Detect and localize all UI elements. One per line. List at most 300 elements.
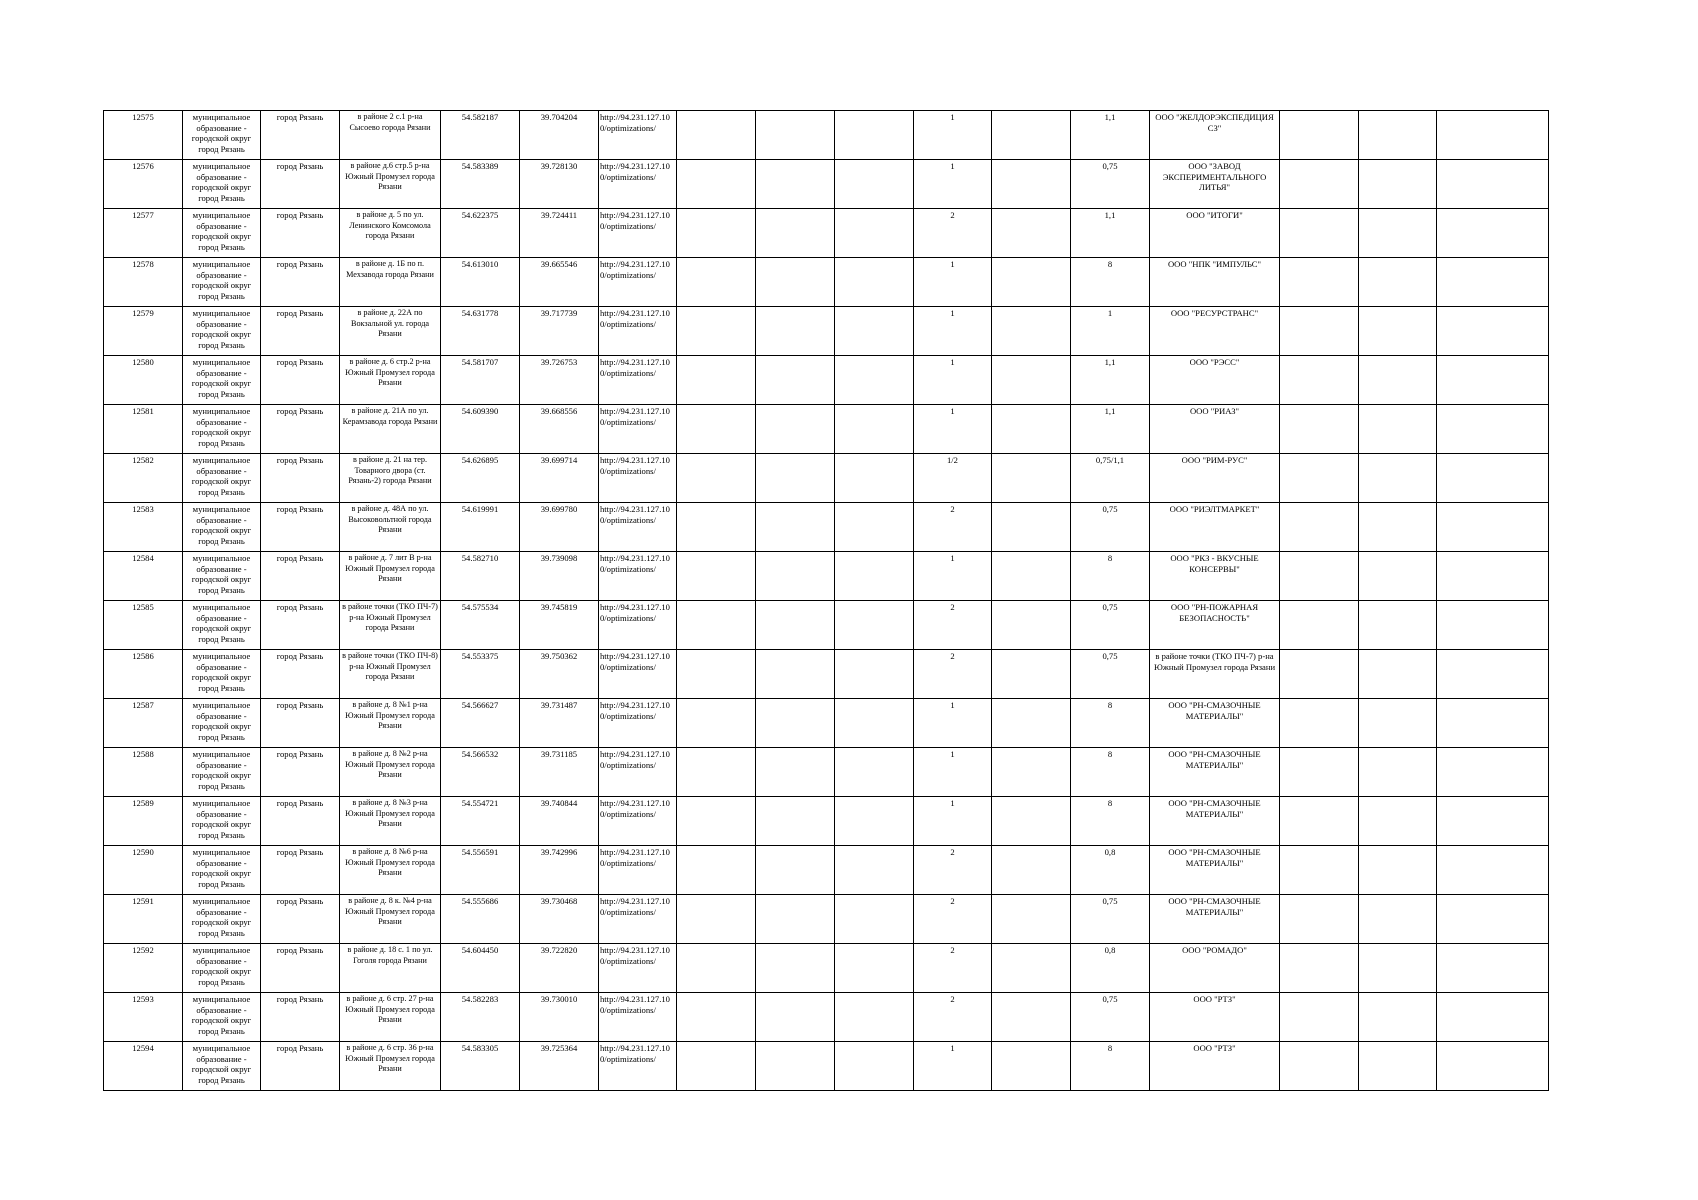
cell-city: город Рязань: [261, 356, 340, 405]
table-row: [104, 356, 1549, 405]
cell-empty: [1280, 993, 1359, 1042]
cell-container-count: 1: [914, 356, 992, 405]
cell-organization: в районе точки (ТКО ПЧ-7) р-на Южный Промузел города Рязани: [1150, 650, 1280, 699]
cell-empty: [835, 111, 914, 160]
cell-empty: [1280, 454, 1359, 503]
cell-empty: [835, 748, 914, 797]
table-row: [104, 307, 1549, 356]
cell-empty: [677, 944, 756, 993]
table-row: [104, 748, 1549, 797]
cell-empty: [992, 846, 1071, 895]
cell-id: 12594: [104, 1042, 183, 1091]
table-row: [104, 160, 1549, 209]
cell-empty: [756, 307, 835, 356]
cell-address: в районе д. 8 к. №4 р-на Южный Промузел города Рязани: [340, 895, 441, 944]
cell-empty: [992, 258, 1071, 307]
cell-municipality: муниципальное образование - городской округ город Рязань: [183, 160, 261, 209]
table-row: [104, 1042, 1549, 1091]
cell-address: в районе д. 21А по ул. Керамзавода города Рязани: [340, 405, 441, 454]
cell-city: город Рязань: [261, 699, 340, 748]
cell-latitude: 54.555686: [441, 895, 520, 944]
cell-empty: [1359, 846, 1437, 895]
cell-empty: [1437, 454, 1549, 503]
cell-empty: [677, 503, 756, 552]
cell-empty: [756, 944, 835, 993]
cell-id: 12582: [104, 454, 183, 503]
cell-empty: [1280, 307, 1359, 356]
cell-longitude: 39.742996: [520, 846, 599, 895]
cell-empty: [1280, 209, 1359, 258]
cell-city: город Рязань: [261, 650, 340, 699]
cell-empty: [756, 356, 835, 405]
cell-city: город Рязань: [261, 160, 340, 209]
cell-empty: [1437, 503, 1549, 552]
cell-empty: [677, 601, 756, 650]
table-row: [104, 258, 1549, 307]
cell-empty: [756, 993, 835, 1042]
cell-empty: [1359, 993, 1437, 1042]
cell-city: город Рязань: [261, 111, 340, 160]
cell-latitude: 54.583389: [441, 160, 520, 209]
cell-empty: [1359, 160, 1437, 209]
cell-municipality: муниципальное образование - городской округ город Рязань: [183, 748, 261, 797]
cell-city: город Рязань: [261, 1042, 340, 1091]
cell-organization: ООО "РИЭЛТМАРКЕТ": [1150, 503, 1280, 552]
cell-longitude: 39.726753: [520, 356, 599, 405]
cell-empty: [1280, 1042, 1359, 1091]
cell-empty: [835, 993, 914, 1042]
cell-url: http://94.231.127.100/optimizations/: [599, 944, 677, 993]
cell-organization: ООО "РКЗ - ВКУСНЫЕ КОНСЕРВЫ": [1150, 552, 1280, 601]
cell-longitude: 39.730468: [520, 895, 599, 944]
cell-url: http://94.231.127.100/optimizations/: [599, 993, 677, 1042]
cell-empty: [992, 503, 1071, 552]
cell-url: http://94.231.127.100/optimizations/: [599, 650, 677, 699]
cell-container-count: 2: [914, 503, 992, 552]
table-row: [104, 895, 1549, 944]
cell-empty: [1359, 258, 1437, 307]
cell-city: город Рязань: [261, 895, 340, 944]
cell-organization: ООО "РЕСУРСТРАНС": [1150, 307, 1280, 356]
cell-empty: [992, 748, 1071, 797]
cell-organization: ООО "РН-СМАЗОЧНЫЕ МАТЕРИАЛЫ": [1150, 846, 1280, 895]
cell-empty: [835, 895, 914, 944]
cell-empty: [677, 895, 756, 944]
cell-longitude: 39.745819: [520, 601, 599, 650]
table-row: [104, 699, 1549, 748]
table-row: [104, 503, 1549, 552]
cell-container-count: 1: [914, 405, 992, 454]
cell-url: http://94.231.127.100/optimizations/: [599, 748, 677, 797]
cell-id: 12586: [104, 650, 183, 699]
cell-empty: [992, 1042, 1071, 1091]
cell-empty: [1437, 1042, 1549, 1091]
cell-municipality: муниципальное образование - городской округ город Рязань: [183, 650, 261, 699]
cell-empty: [1280, 601, 1359, 650]
cell-latitude: 54.622375: [441, 209, 520, 258]
cell-longitude: 39.750362: [520, 650, 599, 699]
cell-organization: ООО "РОМАДО": [1150, 944, 1280, 993]
cell-organization: ООО "РЭСС": [1150, 356, 1280, 405]
cell-empty: [1437, 993, 1549, 1042]
cell-organization: ООО "ЗАВОД ЭКСПЕРИМЕНТАЛЬНОГО ЛИТЬЯ": [1150, 160, 1280, 209]
table-row: [104, 993, 1549, 1042]
cell-address: в районе д. 8 №1 р-на Южный Промузел города Рязани: [340, 699, 441, 748]
registry-table: [103, 110, 1549, 1091]
cell-city: город Рязань: [261, 454, 340, 503]
cell-empty: [677, 1042, 756, 1091]
cell-url: http://94.231.127.100/optimizations/: [599, 405, 677, 454]
cell-container-volume: 8: [1071, 552, 1150, 601]
cell-city: город Рязань: [261, 209, 340, 258]
cell-longitude: 39.730010: [520, 993, 599, 1042]
cell-empty: [1280, 405, 1359, 454]
cell-empty: [1437, 797, 1549, 846]
cell-container-count: 2: [914, 944, 992, 993]
cell-empty: [992, 307, 1071, 356]
cell-empty: [992, 405, 1071, 454]
cell-container-count: 2: [914, 846, 992, 895]
cell-empty: [756, 699, 835, 748]
cell-empty: [1359, 454, 1437, 503]
cell-empty: [992, 552, 1071, 601]
cell-container-count: 1: [914, 160, 992, 209]
cell-empty: [835, 699, 914, 748]
cell-latitude: 54.556591: [441, 846, 520, 895]
cell-empty: [677, 846, 756, 895]
cell-container-volume: 1: [1071, 307, 1150, 356]
cell-id: 12576: [104, 160, 183, 209]
cell-container-volume: 8: [1071, 699, 1150, 748]
cell-container-count: 1: [914, 797, 992, 846]
cell-id: 12580: [104, 356, 183, 405]
table-row: [104, 454, 1549, 503]
cell-id: 12592: [104, 944, 183, 993]
cell-container-volume: 8: [1071, 748, 1150, 797]
cell-url: http://94.231.127.100/optimizations/: [599, 846, 677, 895]
cell-city: город Рязань: [261, 601, 340, 650]
cell-container-volume: 0,75: [1071, 993, 1150, 1042]
cell-address: в районе д. 8 №2 р-на Южный Промузел города Рязани: [340, 748, 441, 797]
cell-municipality: муниципальное образование - городской округ город Рязань: [183, 1042, 261, 1091]
cell-organization: ООО "РН-СМАЗОЧНЫЕ МАТЕРИАЛЫ": [1150, 699, 1280, 748]
cell-url: http://94.231.127.100/optimizations/: [599, 1042, 677, 1091]
cell-organization: ООО "ИТОГИ": [1150, 209, 1280, 258]
cell-empty: [835, 1042, 914, 1091]
cell-empty: [1437, 209, 1549, 258]
cell-empty: [1359, 307, 1437, 356]
cell-url: http://94.231.127.100/optimizations/: [599, 356, 677, 405]
cell-empty: [992, 209, 1071, 258]
cell-empty: [835, 307, 914, 356]
cell-container-count: 2: [914, 895, 992, 944]
cell-empty: [1280, 356, 1359, 405]
cell-empty: [1280, 699, 1359, 748]
cell-empty: [992, 111, 1071, 160]
cell-id: 12588: [104, 748, 183, 797]
cell-empty: [835, 356, 914, 405]
cell-url: http://94.231.127.100/optimizations/: [599, 258, 677, 307]
cell-empty: [1280, 503, 1359, 552]
cell-container-volume: 0,75: [1071, 503, 1150, 552]
cell-city: город Рязань: [261, 307, 340, 356]
cell-id: 12590: [104, 846, 183, 895]
table-row: [104, 111, 1549, 160]
cell-empty: [756, 748, 835, 797]
cell-empty: [677, 748, 756, 797]
cell-container-volume: 1,1: [1071, 209, 1150, 258]
cell-empty: [1280, 552, 1359, 601]
cell-longitude: 39.722820: [520, 944, 599, 993]
cell-organization: ООО "РН-СМАЗОЧНЫЕ МАТЕРИАЛЫ": [1150, 797, 1280, 846]
cell-empty: [677, 111, 756, 160]
cell-empty: [677, 307, 756, 356]
cell-empty: [677, 993, 756, 1042]
table-body: [104, 111, 1549, 1091]
cell-organization: ООО "ЖЕЛДОРЭКСПЕДИЦИЯ СЗ": [1150, 111, 1280, 160]
cell-latitude: 54.582283: [441, 993, 520, 1042]
cell-longitude: 39.665546: [520, 258, 599, 307]
cell-municipality: муниципальное образование - городской округ город Рязань: [183, 895, 261, 944]
cell-empty: [835, 601, 914, 650]
cell-empty: [1359, 405, 1437, 454]
cell-longitude: 39.699714: [520, 454, 599, 503]
cell-empty: [835, 454, 914, 503]
cell-municipality: муниципальное образование - городской округ город Рязань: [183, 209, 261, 258]
cell-organization: ООО "РН-ПОЖАРНАЯ БЕЗОПАСНОСТЬ": [1150, 601, 1280, 650]
cell-longitude: 39.699780: [520, 503, 599, 552]
cell-container-count: 1: [914, 258, 992, 307]
cell-address: в районе д. 22А по Вокзальной ул. города Рязани: [340, 307, 441, 356]
cell-empty: [756, 503, 835, 552]
cell-empty: [756, 1042, 835, 1091]
cell-url: http://94.231.127.100/optimizations/: [599, 699, 677, 748]
cell-municipality: муниципальное образование - городской округ город Рязань: [183, 356, 261, 405]
cell-empty: [835, 797, 914, 846]
cell-url: http://94.231.127.100/optimizations/: [599, 209, 677, 258]
cell-empty: [756, 454, 835, 503]
cell-id: 12578: [104, 258, 183, 307]
cell-latitude: 54.604450: [441, 944, 520, 993]
cell-longitude: 39.704204: [520, 111, 599, 160]
cell-city: город Рязань: [261, 993, 340, 1042]
cell-latitude: 54.566532: [441, 748, 520, 797]
cell-empty: [1359, 552, 1437, 601]
cell-organization: ООО "НПК "ИМПУЛЬС": [1150, 258, 1280, 307]
cell-id: 12591: [104, 895, 183, 944]
cell-municipality: муниципальное образование - городской округ город Рязань: [183, 944, 261, 993]
cell-longitude: 39.740844: [520, 797, 599, 846]
cell-empty: [677, 160, 756, 209]
cell-longitude: 39.728130: [520, 160, 599, 209]
cell-latitude: 54.582187: [441, 111, 520, 160]
cell-empty: [1280, 797, 1359, 846]
cell-longitude: 39.731487: [520, 699, 599, 748]
cell-empty: [1280, 748, 1359, 797]
cell-empty: [677, 209, 756, 258]
cell-city: город Рязань: [261, 258, 340, 307]
cell-container-volume: 0,8: [1071, 944, 1150, 993]
cell-empty: [992, 993, 1071, 1042]
table-row: [104, 601, 1549, 650]
cell-empty: [992, 454, 1071, 503]
cell-address: в районе д. 48А по ул. Высоковольтной города Рязани: [340, 503, 441, 552]
cell-municipality: муниципальное образование - городской округ город Рязань: [183, 111, 261, 160]
cell-container-count: 2: [914, 209, 992, 258]
cell-empty: [1359, 209, 1437, 258]
cell-organization: ООО "РН-СМАЗОЧНЫЕ МАТЕРИАЛЫ": [1150, 895, 1280, 944]
cell-url: http://94.231.127.100/optimizations/: [599, 111, 677, 160]
cell-url: http://94.231.127.100/optimizations/: [599, 601, 677, 650]
cell-municipality: муниципальное образование - городской округ город Рязань: [183, 846, 261, 895]
cell-organization: ООО "РТЗ": [1150, 993, 1280, 1042]
cell-latitude: 54.619991: [441, 503, 520, 552]
cell-empty: [835, 650, 914, 699]
cell-organization: ООО "РТЗ": [1150, 1042, 1280, 1091]
cell-empty: [835, 405, 914, 454]
cell-empty: [1280, 650, 1359, 699]
cell-longitude: 39.725364: [520, 1042, 599, 1091]
cell-container-volume: 1,1: [1071, 111, 1150, 160]
cell-municipality: муниципальное образование - городской округ город Рязань: [183, 552, 261, 601]
cell-container-volume: 1,1: [1071, 405, 1150, 454]
cell-latitude: 54.582710: [441, 552, 520, 601]
cell-empty: [992, 356, 1071, 405]
cell-empty: [1437, 650, 1549, 699]
cell-empty: [1437, 944, 1549, 993]
cell-container-count: 1: [914, 699, 992, 748]
cell-organization: ООО "РИМ-РУС": [1150, 454, 1280, 503]
cell-empty: [1359, 797, 1437, 846]
cell-address: в районе д. 18 с. 1 по ул. Гоголя города Рязани: [340, 944, 441, 993]
cell-empty: [1359, 650, 1437, 699]
cell-empty: [1359, 111, 1437, 160]
cell-container-count: 1: [914, 552, 992, 601]
cell-city: город Рязань: [261, 797, 340, 846]
cell-empty: [992, 944, 1071, 993]
cell-city: город Рязань: [261, 552, 340, 601]
cell-url: http://94.231.127.100/optimizations/: [599, 307, 677, 356]
cell-latitude: 54.626895: [441, 454, 520, 503]
cell-empty: [1437, 160, 1549, 209]
cell-empty: [1280, 895, 1359, 944]
cell-empty: [756, 846, 835, 895]
cell-empty: [1437, 895, 1549, 944]
cell-id: 12577: [104, 209, 183, 258]
cell-empty: [1437, 258, 1549, 307]
cell-url: http://94.231.127.100/optimizations/: [599, 503, 677, 552]
cell-empty: [992, 797, 1071, 846]
cell-address: в районе д.6 стр.5 р-на Южный Промузел города Рязани: [340, 160, 441, 209]
cell-empty: [835, 552, 914, 601]
cell-container-volume: 8: [1071, 258, 1150, 307]
cell-longitude: 39.668556: [520, 405, 599, 454]
cell-address: в районе д. 1Б по п. Мехзавода города Рязани: [340, 258, 441, 307]
cell-address: в районе д. 7 лит В р-на Южный Промузел города Рязани: [340, 552, 441, 601]
table-row: [104, 405, 1549, 454]
cell-id: 12593: [104, 993, 183, 1042]
cell-empty: [1359, 356, 1437, 405]
cell-empty: [677, 356, 756, 405]
cell-empty: [1280, 258, 1359, 307]
cell-empty: [756, 895, 835, 944]
cell-id: 12579: [104, 307, 183, 356]
cell-latitude: 54.575534: [441, 601, 520, 650]
cell-address: в районе д. 8 №6 р-на Южный Промузел города Рязани: [340, 846, 441, 895]
cell-latitude: 54.553375: [441, 650, 520, 699]
cell-empty: [835, 846, 914, 895]
cell-empty: [677, 258, 756, 307]
cell-empty: [992, 160, 1071, 209]
cell-address: в районе 2 с.1 р-на Сысоево города Рязани: [340, 111, 441, 160]
cell-empty: [1359, 748, 1437, 797]
cell-municipality: муниципальное образование - городской округ город Рязань: [183, 258, 261, 307]
table-row: [104, 209, 1549, 258]
cell-empty: [1280, 160, 1359, 209]
cell-longitude: 39.724411: [520, 209, 599, 258]
cell-container-count: 1: [914, 307, 992, 356]
cell-container-volume: 0,75: [1071, 895, 1150, 944]
cell-latitude: 54.583305: [441, 1042, 520, 1091]
cell-empty: [835, 209, 914, 258]
cell-empty: [1359, 895, 1437, 944]
cell-empty: [1359, 944, 1437, 993]
cell-address: в районе д. 6 стр.2 р-на Южный Промузел города Рязани: [340, 356, 441, 405]
cell-city: город Рязань: [261, 846, 340, 895]
cell-id: 12587: [104, 699, 183, 748]
cell-container-volume: 8: [1071, 1042, 1150, 1091]
cell-latitude: 54.613010: [441, 258, 520, 307]
cell-id: 12583: [104, 503, 183, 552]
cell-empty: [835, 944, 914, 993]
cell-id: 12585: [104, 601, 183, 650]
cell-municipality: муниципальное образование - городской округ город Рязань: [183, 993, 261, 1042]
cell-empty: [1437, 356, 1549, 405]
cell-container-volume: 0,75: [1071, 160, 1150, 209]
cell-empty: [1437, 307, 1549, 356]
cell-empty: [756, 160, 835, 209]
cell-container-volume: 0,75: [1071, 650, 1150, 699]
cell-longitude: 39.731185: [520, 748, 599, 797]
cell-empty: [677, 797, 756, 846]
cell-latitude: 54.566627: [441, 699, 520, 748]
cell-municipality: муниципальное образование - городской округ город Рязань: [183, 601, 261, 650]
cell-empty: [677, 699, 756, 748]
cell-city: город Рязань: [261, 748, 340, 797]
cell-empty: [677, 405, 756, 454]
cell-empty: [835, 503, 914, 552]
cell-empty: [992, 650, 1071, 699]
cell-empty: [1359, 1042, 1437, 1091]
cell-longitude: 39.739098: [520, 552, 599, 601]
cell-id: 12584: [104, 552, 183, 601]
cell-city: город Рязань: [261, 944, 340, 993]
table-row: [104, 846, 1549, 895]
cell-url: http://94.231.127.100/optimizations/: [599, 797, 677, 846]
cell-empty: [1437, 111, 1549, 160]
cell-latitude: 54.554721: [441, 797, 520, 846]
cell-municipality: муниципальное образование - городской округ город Рязань: [183, 797, 261, 846]
cell-empty: [992, 699, 1071, 748]
cell-address: в районе д. 21 на тер. Товарного двора (ст. Рязань-2) города Рязани: [340, 454, 441, 503]
table-row: [104, 797, 1549, 846]
cell-empty: [677, 454, 756, 503]
cell-empty: [756, 797, 835, 846]
cell-organization: ООО "РИАЗ": [1150, 405, 1280, 454]
cell-address: в районе д. 5 по ул. Ленинского Комсомола города Рязани: [340, 209, 441, 258]
cell-empty: [756, 209, 835, 258]
cell-address: в районе д. 6 стр. 27 р-на Южный Промузел города Рязани: [340, 993, 441, 1042]
